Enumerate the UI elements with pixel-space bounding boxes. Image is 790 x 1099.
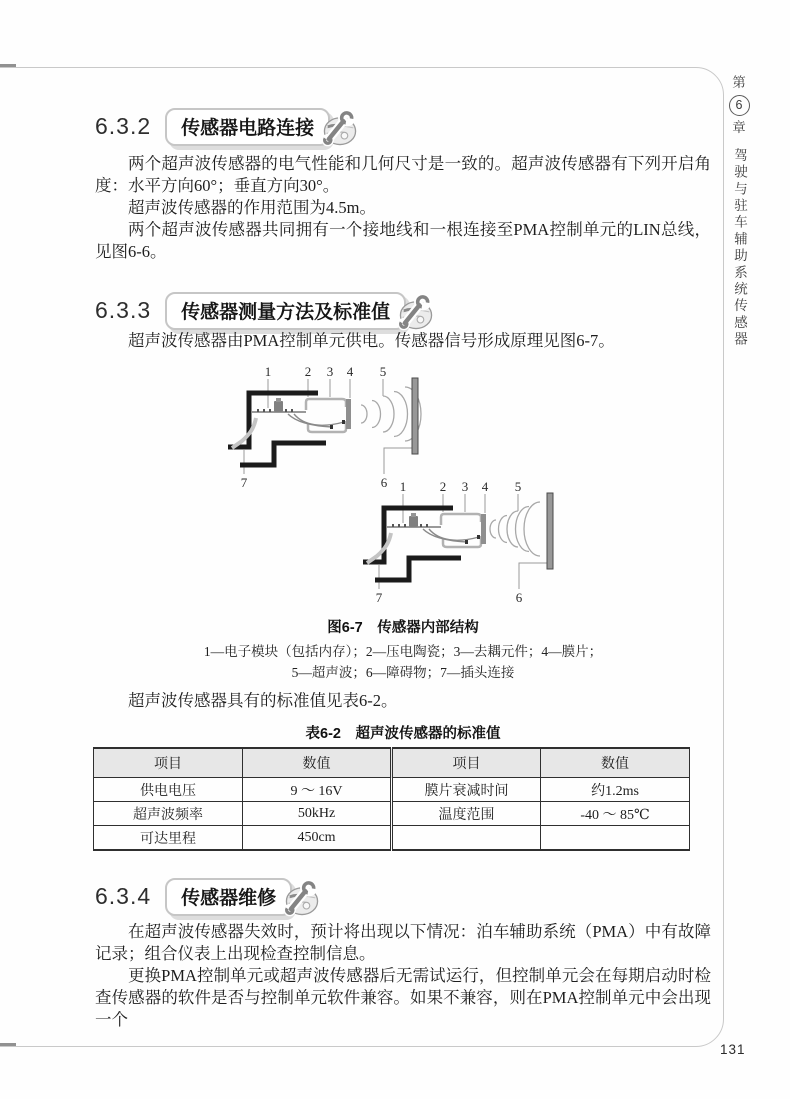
paragraph: 两个超声波传感器的电气性能和几何尺寸是一致的。超声波传感器有下列开启角度：水平方向60°；垂直方向30°。 — [95, 154, 711, 195]
figure-caption: 图6-7 传感器内部结构 — [327, 620, 479, 636]
wrench-disc-icon — [282, 880, 322, 923]
table-cell: -40 ～ 85℃ — [541, 802, 690, 826]
page-number: 131 — [720, 1042, 746, 1057]
table-cell: 50kHz — [243, 802, 392, 826]
section-634-paragraphs — [95, 921, 711, 1031]
figure-legend-line2: 5—超声波；6—障碍物；7—插头连接 — [291, 665, 515, 680]
paragraph: 两个超声波传感器共同拥有一个接地线和一根连接至PMA控制单元的LIN总线，见图6-6。 — [95, 220, 711, 261]
col-header: 项目 — [94, 748, 243, 778]
table-cell: 9 ～ 16V — [243, 778, 392, 802]
table-cell: 可达里程 — [94, 826, 243, 851]
paragraph: 超声波传感器具有的标准值见表6-2。 — [128, 691, 398, 710]
figure-legend-line1: 1—电子模块（包括内存）；2—压电陶瓷；3—去耦元件；4—膜片； — [203, 644, 603, 659]
chapter-title: 驾驶与驻车辅助系统传感器 — [732, 148, 747, 349]
table-row — [94, 778, 690, 802]
paragraph: 在超声波传感器失效时，预计将出现以下情况：泊车辅助系统（PMA）中有故障记录；组合仪表上出现检查控制信息。 — [95, 922, 711, 963]
table-cell: 超声波频率 — [94, 802, 243, 826]
section-633-after-figure — [95, 690, 711, 712]
section-title-badge: 传感器电路连接 — [165, 108, 330, 146]
chapter-suffix: 章 — [732, 120, 746, 135]
table-header-row — [94, 748, 690, 778]
spec-table — [93, 747, 690, 851]
section-number: 6.3.4 — [95, 883, 152, 909]
table-caption: 表6-2 超声波传感器的标准值 — [305, 726, 501, 742]
col-header: 数值 — [243, 748, 392, 778]
paragraph: 超声波传感器的作用范围为4.5m。 — [128, 198, 376, 217]
paragraph: 更换PMA控制单元或超声波传感器后无需试运行，但控制单元会在每期启动时检查传感器的软件是否与控制单元软件兼容。如果不兼容，则在PMA控制单元中会出现一个 — [95, 966, 711, 1029]
table-row — [94, 826, 690, 851]
col-header: 项目 — [392, 748, 541, 778]
section-heading-634 — [95, 870, 322, 923]
wrench-disc-icon — [320, 110, 360, 153]
table-cell: 450cm — [243, 826, 392, 851]
page-edge-mark-top — [0, 64, 16, 67]
table-cell — [392, 826, 541, 851]
table-row — [94, 802, 690, 826]
section-633-paragraphs — [95, 330, 711, 352]
section-title-badge: 传感器测量方法及标准值 — [165, 292, 406, 330]
chapter-sidebar — [726, 74, 752, 348]
col-header: 数值 — [541, 748, 690, 778]
section-title-badge: 传感器维修 — [165, 878, 292, 916]
table-cell: 膜片衰减时间 — [392, 778, 541, 802]
chapter-number-badge: 6 — [729, 95, 750, 116]
table-cell: 温度范围 — [392, 802, 541, 826]
sensor-diagram-echo — [363, 481, 563, 606]
section-number: 6.3.2 — [95, 113, 152, 139]
paragraph: 超声波传感器由PMA控制单元供电。传感器信号形成原理见图6-7。 — [128, 331, 615, 350]
section-heading-632 — [95, 100, 360, 153]
table-cell: 约1.2ms — [541, 778, 690, 802]
table-cell: 供电电压 — [94, 778, 243, 802]
chapter-prefix: 第 — [732, 75, 746, 90]
section-632-paragraphs — [95, 153, 711, 263]
page-edge-mark-bottom — [0, 1043, 16, 1046]
table-cell — [541, 826, 690, 851]
sensor-diagram-emit — [228, 366, 428, 491]
section-number: 6.3.3 — [95, 297, 152, 323]
